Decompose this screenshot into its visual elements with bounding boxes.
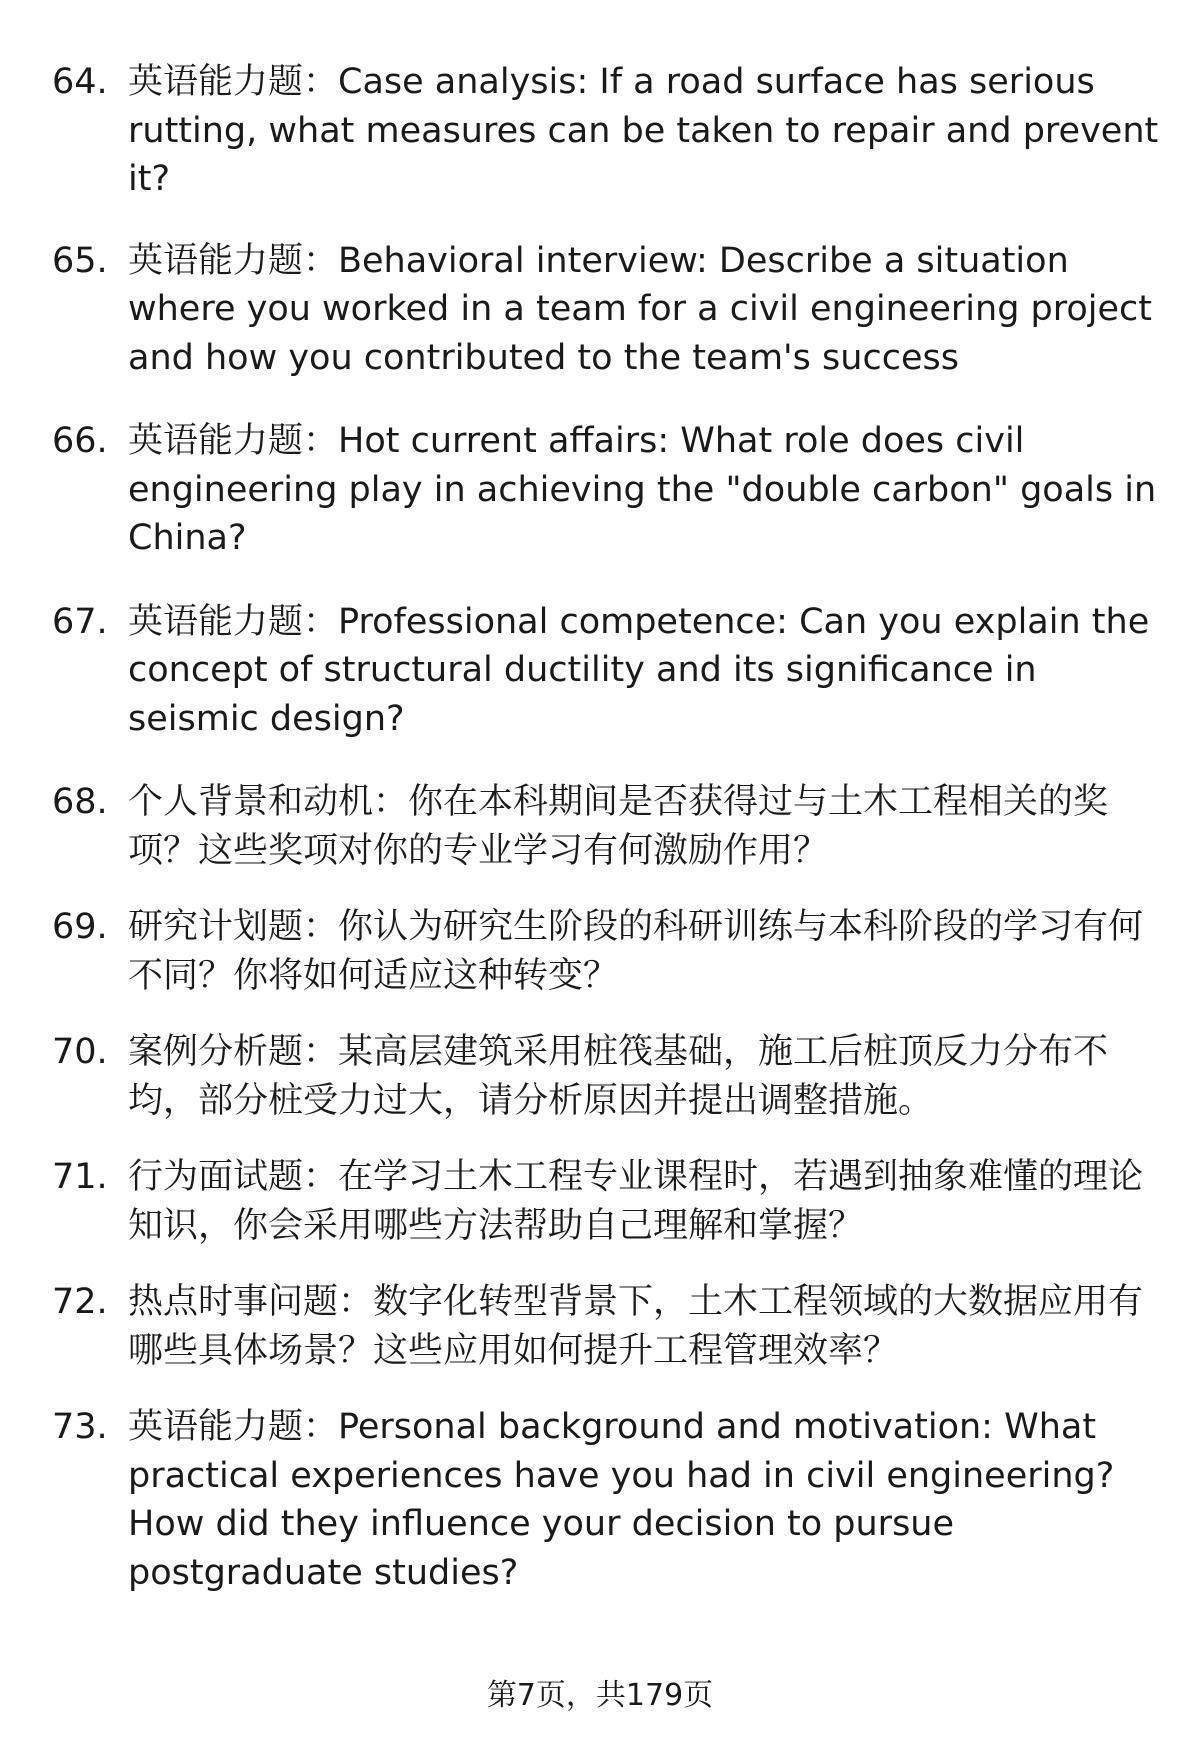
- question-text: 英语能力题：Personal background and motivation: What practical experiences have you had in civil engineering? How did they influence your decision to pursue postgraduate studies?: [128, 1407, 1115, 1593]
- question-list: [52, 58, 1160, 1597]
- page-footer: 第7页，共179页: [486, 1678, 714, 1713]
- question-number: 66.: [52, 421, 108, 461]
- question-number: 69.: [52, 907, 108, 947]
- question-number: 73.: [52, 1407, 108, 1447]
- question-item: [52, 598, 1160, 744]
- question-number: 71.: [52, 1157, 108, 1197]
- question-number: 72.: [52, 1282, 108, 1322]
- question-number: 70.: [52, 1032, 108, 1072]
- question-item: [52, 903, 1160, 1000]
- question-text: 热点时事问题：数字化转型背景下，土木工程领域的大数据应用有哪些具体场景？这些应用如何提升工程管理效率？: [128, 1282, 1144, 1371]
- question-item: [52, 58, 1160, 204]
- question-item: [52, 417, 1160, 563]
- question-text: 英语能力题：Case analysis: If a road surface has serious rutting, what measures can be taken to repair and prevent it?: [128, 62, 1159, 199]
- question-number: 67.: [52, 601, 108, 642]
- question-text: 案例分析题：某高层建筑采用桩筏基础，施工后桩顶反力分布不均，部分桩受力过大，请分析原因并提出调整措施。: [128, 1032, 1109, 1121]
- question-text: 英语能力题：Hot current affairs: What role does civil engineering play in achieving the "double carbon" goals in China?: [128, 421, 1157, 558]
- question-text: 行为面试题：在学习土木工程专业课程时，若遇到抽象难懂的理论知识，你会采用哪些方法帮助自己理解和掌握？: [128, 1157, 1144, 1246]
- question-number: 68.: [52, 782, 108, 822]
- question-number: 65.: [52, 240, 108, 281]
- question-text: 个人背景和动机：你在本科期间是否获得过与土木工程相关的奖项？这些奖项对你的专业学习有何激励作用？: [128, 782, 1109, 871]
- question-item: [52, 1403, 1160, 1597]
- question-item: [52, 1153, 1160, 1250]
- question-text: 英语能力题：Behavioral interview: Describe a situation where you worked in a team for a civil engineering project and how you contributed to the team's success: [128, 240, 1153, 378]
- question-text: 研究计划题：你认为研究生阶段的科研训练与本科阶段的学习有何不同？你将如何适应这种转变？: [128, 907, 1144, 996]
- question-item: [52, 237, 1160, 383]
- question-item: [52, 1278, 1160, 1375]
- question-number: 64.: [52, 62, 108, 102]
- question-item: [52, 778, 1160, 875]
- question-text: 英语能力题：Professional competence: Can you explain the concept of structural ductility and its significance in seismic design?: [128, 601, 1150, 739]
- question-item: [52, 1028, 1160, 1125]
